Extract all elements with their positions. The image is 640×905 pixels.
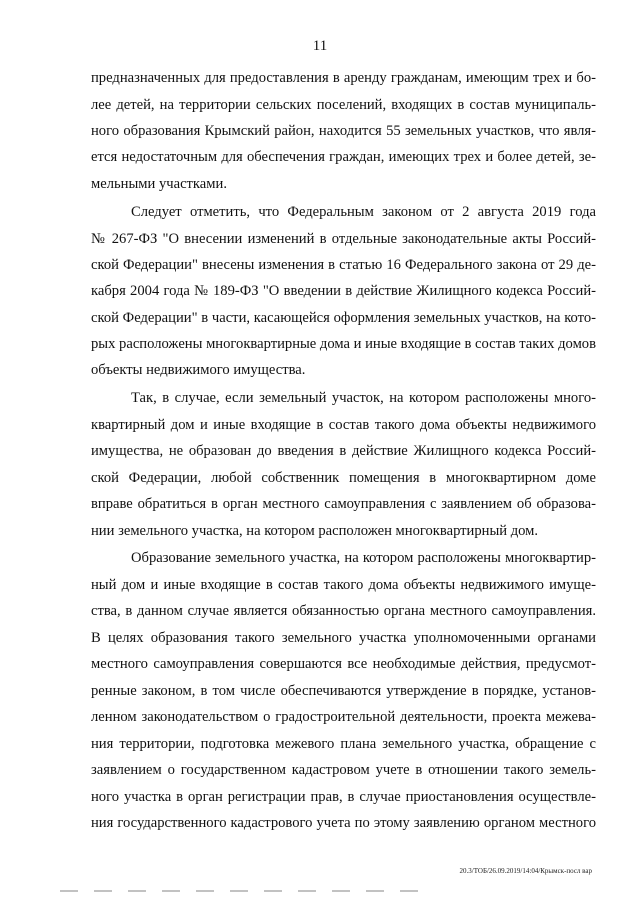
text-line: ской Федерации" в части, касающейся оформления земельных участков, на кото- (91, 310, 596, 326)
text-line: ства, в данном случае является обязанностью органа местного самоуправления. (91, 603, 596, 619)
text-line: № 267-ФЗ "О внесении изменений в отдельные законодательные акты Россий- (91, 231, 596, 247)
text-line: предназначенных для предоставления в аренду гражданам, имеющим трех и бо- (91, 70, 596, 86)
text-line: ного участка в орган регистрации прав, в случае приостановления осуществле- (91, 789, 596, 805)
text-line: местного самоуправления совершаются все необходимые действия, предусмот- (91, 656, 596, 672)
text-line: ный дом и иные входящие в состав такого дома объекты недвижимого имуще- (91, 577, 596, 593)
text-line: Следует отметить, что Федеральным законом от 2 августа 2019 года (131, 204, 596, 220)
text-line: лее детей, на территории сельских поселений, входящих в состав муниципаль- (91, 97, 596, 113)
text-line: имущества, не образован до введения в действие Жилищного кодекса Россий- (91, 443, 596, 459)
text-line: нии земельного участка, на котором расположен многоквартирный дом. (91, 523, 539, 539)
text-line: Так, в случае, если земельный участок, на котором расположены много- (131, 390, 596, 406)
text-line: кабря 2004 года № 189-ФЗ "О введении в действие Жилищного кодекса Россий- (91, 283, 596, 299)
text-line: ния государственного кадастрового учета по этому заявлению органом местного (91, 815, 596, 831)
text-line: Образование земельного участка, на котором расположены многоквартир- (131, 550, 596, 566)
text-line: ленном законодательством о градостроительной деятельности, проекта межева- (91, 709, 596, 725)
text-line: квартирный дом и иные входящие в состав такого дома объекты недвижимого (91, 417, 596, 433)
text-line: ренные законом, в том числе обеспечиваются утверждение в порядке, установ- (91, 683, 596, 699)
text-line: ния территории, подготовка межевого плана земельного участка, обращение с (91, 736, 596, 752)
text-line: мельными участками. (91, 176, 227, 192)
text-line: вправе обратиться в орган местного самоуправления с заявлением об образова- (91, 496, 596, 512)
page-number: 11 (312, 38, 328, 54)
text-line: рых расположены многоквартирные дома и иные входящие в состав таких домов (91, 336, 596, 352)
text-line: ской Федерации" внесены изменения в статью 16 Федерального закона от 29 де- (91, 257, 596, 273)
text-line: объекты недвижимого имущества. (91, 362, 306, 378)
text-line: ской Федерации, любой собственник помещения в многоквартирном доме (91, 470, 596, 486)
text-line: ется недостаточным для обеспечения граждан, имеющих трех и более детей, зе- (91, 149, 596, 165)
footer-document-code: 20.3/ТОБ/26.09.2019/14:04/Крымск-посл вар (459, 867, 592, 875)
text-line: В целях образования такого земельного участка уполномоченными органами (91, 630, 596, 646)
scan-edge-artifact (60, 890, 420, 892)
text-line: заявлением о государственном кадастровом учете в отношении такого земель- (91, 762, 596, 778)
text-line: ного образования Крымский район, находится 55 земельных участков, что явля- (91, 123, 596, 139)
